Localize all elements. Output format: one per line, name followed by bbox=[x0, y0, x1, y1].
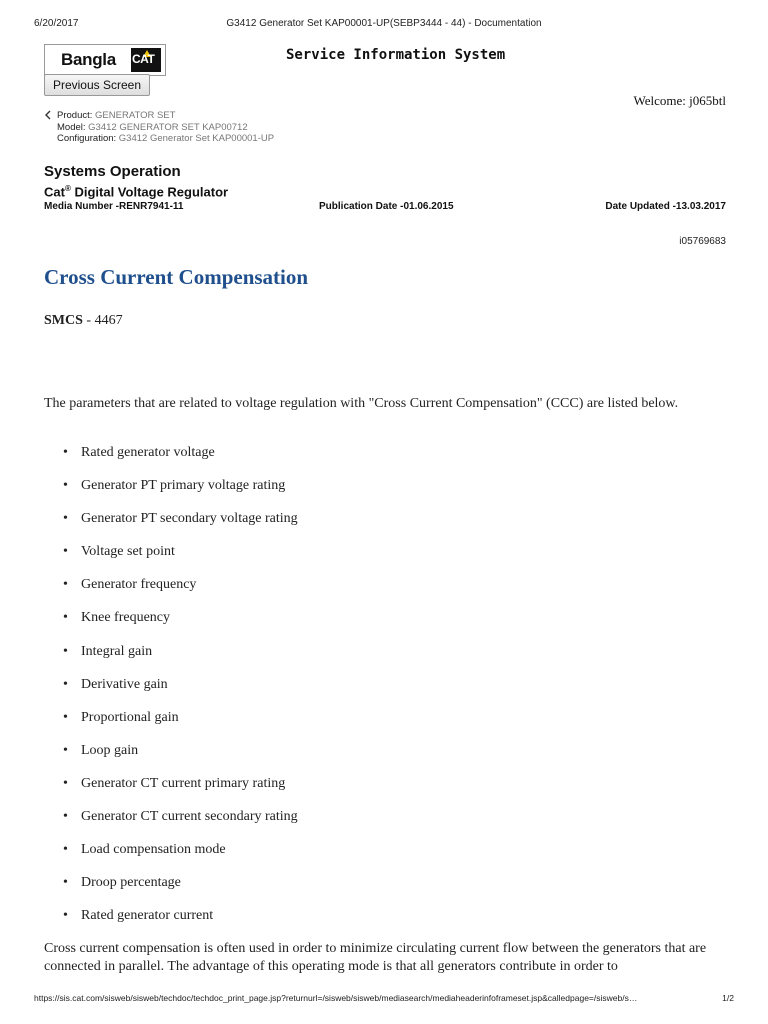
print-doc-title: G3412 Generator Set KAP00001-UP(SEBP3444 - 44) - Documentation bbox=[226, 18, 542, 29]
parameter-list bbox=[60, 444, 298, 940]
list-item: • Voltage set point bbox=[60, 543, 298, 576]
list-item: • Rated generator voltage bbox=[60, 444, 298, 477]
document-id: i05769683 bbox=[679, 236, 726, 247]
back-arrow-icon[interactable] bbox=[44, 110, 52, 124]
document-meta bbox=[44, 201, 726, 215]
intro-paragraph: The parameters that are related to voltage regulation with "Cross Current Compensation" (CCC) are listed below. bbox=[44, 396, 679, 411]
smcs-value: - 4467 bbox=[82, 313, 123, 328]
registered-mark: ® bbox=[64, 184, 71, 193]
print-date: 6/20/2017 bbox=[34, 18, 79, 29]
cat-logo-text: CAT bbox=[132, 52, 155, 66]
product-info bbox=[44, 110, 274, 145]
product-label: Product: bbox=[57, 110, 93, 121]
system-title: Service Information System bbox=[286, 47, 506, 63]
model-value: G3412 GENERATOR SET KAP00712 bbox=[88, 121, 248, 133]
model-label: Model: bbox=[57, 121, 86, 133]
list-item: • Derivative gain bbox=[60, 676, 298, 709]
list-item: • Loop gain bbox=[60, 742, 298, 775]
subtitle-rest: Digital Voltage Regulator bbox=[70, 184, 229, 200]
brand-logo bbox=[44, 44, 166, 76]
list-item: • Generator PT primary voltage rating bbox=[60, 477, 298, 510]
date-updated: Date Updated -13.03.2017 bbox=[605, 201, 726, 212]
page-number: 1/2 bbox=[722, 993, 734, 1003]
model-row bbox=[44, 122, 274, 134]
section-title: Systems Operation bbox=[44, 163, 181, 180]
list-item: • Droop percentage bbox=[60, 874, 298, 907]
list-item: • Load compensation mode bbox=[60, 841, 298, 874]
closing-paragraph: Cross current compensation is often used in order to minimize circulating current flow between the generators that are connected in parallel. The advantage of this operating mode is that all generators contribute in order to bbox=[44, 941, 707, 974]
page-title: Cross Current Compensation bbox=[44, 265, 309, 289]
list-item: • Rated generator current bbox=[60, 907, 298, 940]
media-number: Media Number -RENR7941-11 bbox=[44, 201, 184, 212]
list-item: • Knee frequency bbox=[60, 609, 298, 642]
configuration-label: Configuration: bbox=[57, 133, 117, 144]
list-item: • Generator PT secondary voltage rating bbox=[60, 510, 298, 543]
product-row bbox=[44, 110, 274, 122]
list-item: • Generator CT current secondary rating bbox=[60, 808, 298, 841]
list-item: • Integral gain bbox=[60, 643, 298, 676]
subtitle-prefix: Cat bbox=[44, 184, 65, 200]
configuration-value: G3412 Generator Set KAP00001-UP bbox=[118, 133, 275, 144]
product-value: GENERATOR SET bbox=[95, 110, 176, 121]
smcs-code bbox=[44, 313, 123, 329]
list-item: • Generator CT current primary rating bbox=[60, 775, 298, 808]
document-subtitle bbox=[44, 184, 228, 199]
logo-text: Bangla bbox=[61, 50, 116, 69]
smcs-label: SMCS bbox=[44, 313, 83, 328]
list-item: • Generator frequency bbox=[60, 576, 298, 609]
publication-date: Publication Date -01.06.2015 bbox=[319, 201, 454, 212]
previous-screen-button[interactable]: Previous Screen bbox=[44, 74, 150, 96]
welcome-text: Welcome: j065btl bbox=[633, 93, 726, 108]
cat-logo-icon bbox=[131, 48, 161, 72]
configuration-row bbox=[44, 133, 274, 145]
list-item: • Proportional gain bbox=[60, 709, 298, 742]
print-url: https://sis.cat.com/sisweb/sisweb/techdoc/techdoc_print_page.jsp?returnurl=/sisweb/sisweb/mediasearch/mediaheaderinfoframeset.jsp&calledpage=/sisweb/s… bbox=[34, 993, 638, 1003]
